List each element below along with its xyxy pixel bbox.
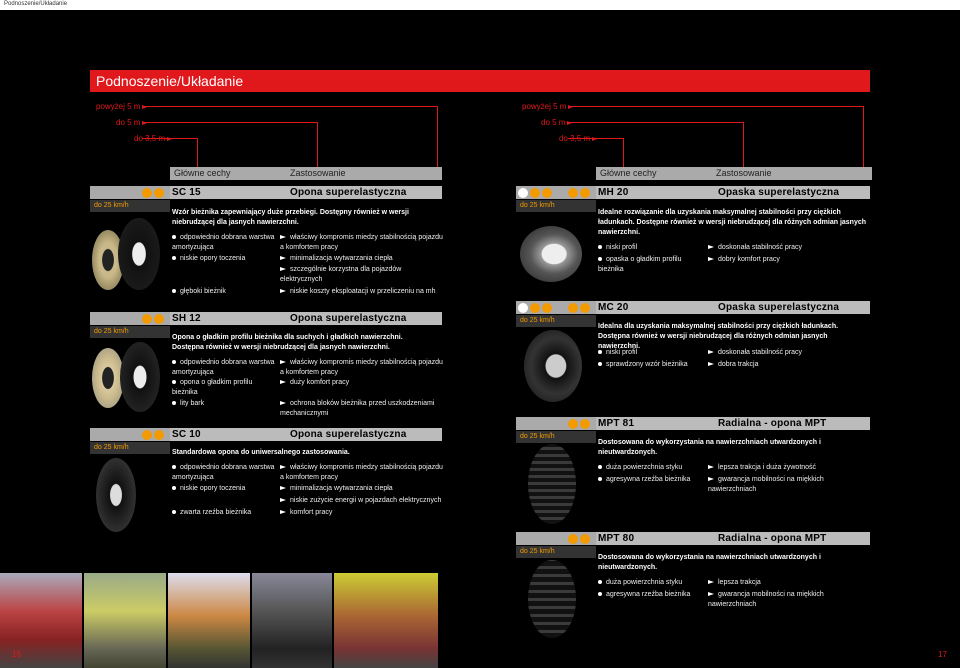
feature-mc20-2: sprawdzony wzór bieżnika <box>598 360 702 370</box>
document-header: Podnoszenie/Układanie <box>0 0 960 10</box>
feature-sc15-3: głęboki bieżnik <box>172 287 280 297</box>
height-label-right-2: do 5 m <box>541 118 572 127</box>
benefit-sc10-4: komfort pracy <box>280 508 448 518</box>
speed-mpt80: do 25 km/h <box>516 546 596 558</box>
feature-sc15-1: odpowiednio dobrana warstwa amortyzująca <box>172 234 275 251</box>
feature-mc20-1: niski profil <box>598 348 702 358</box>
height-label-2: do 5 m <box>116 118 147 127</box>
feature-sc10-2: niskie opory toczenia <box>172 484 280 494</box>
height-label-right-3: do 3,5 m <box>559 134 597 143</box>
speed-sh12: do 25 km/h <box>90 326 170 338</box>
page-number-left: 16 <box>12 650 21 659</box>
benefit-mh20-1: doskonała stabilność pracy <box>708 243 868 253</box>
product-bar-sc15: SC 15 Opona superelastyczna <box>90 186 442 199</box>
benefit-sh12-2: duży komfort pracy <box>280 378 448 388</box>
feature-sh12-2: opona o gładkim profilu bieżnika <box>172 379 253 396</box>
product-bar-sh12: SH 12 Opona superelastyczna <box>90 312 442 325</box>
desc-sc15: Wzór bieżnika zapewniający duże przebiegi. Dostępny również w wersji niebrudzącej dla jasnych nawierzchni. <box>172 209 409 226</box>
column-main-features-right: Główne cechy <box>600 168 657 178</box>
column-header-right <box>596 167 872 180</box>
product-bar-mpt80: MPT 80 Radialna - opona MPT <box>516 532 870 545</box>
tire-image-sc10 <box>96 458 136 532</box>
feature-mpt80-1: duża powierzchnia styku <box>598 578 706 588</box>
desc-mpt81: Dostosowana do wykorzystania na nawierzchniach utwardzonych i nieutwardzonych. <box>598 439 821 456</box>
feature-sc10-1: odpowiednio dobrana warstwa amortyzująca <box>172 464 275 481</box>
benefit-sc10-2: minimalizacja wytwarzania ciepła <box>280 484 448 494</box>
benefit-mpt81-2: gwarancja mobilności na miękkich nawierzchniach <box>708 476 824 493</box>
benefit-mpt81-1: lepsza trakcja i duża żywotność <box>708 463 868 473</box>
benefit-sh12-3: ochrona bloków bieżnika przed uszkodzeniami mechanicznymi <box>280 400 435 417</box>
desc-mpt80: Dostosowana do wykorzystania na nawierzchniach utwardzonych i nieutwardzonych. <box>598 554 821 571</box>
product-bar-mc20: MC 20 Opaska superelastyczna <box>516 301 870 314</box>
speed-sc10: do 25 km/h <box>90 442 170 454</box>
feature-sc15-2: niskie opory toczenia <box>172 254 280 264</box>
benefit-mh20-2: dobry komfort pracy <box>708 255 868 265</box>
desc-sc10: Standardowa opona do uniwersalnego zastosowania. <box>172 449 350 456</box>
tire-image-mpt80 <box>528 560 576 638</box>
benefit-sc10-1: właściwy kompromis miedzy stabilnością pojazdu a komfortem pracy <box>280 464 443 481</box>
benefit-sc15-1: właściwy kompromis miedzy stabilnością pojazdu a komfortem pracy <box>280 234 443 251</box>
column-header-left <box>170 167 442 180</box>
desc-mh20: Idealne rozwiązanie dla uzyskania maksymalnej stabilności przy ciężkich ładunkach. Dostępne również w wersji niebrudzącej dla różnych odmian jasnych nawierzchni. <box>598 209 867 236</box>
page-title: Podnoszenie/Układanie <box>90 70 870 92</box>
benefit-mc20-1: doskonała stabilność pracy <box>708 348 868 358</box>
speed-mh20: do 25 km/h <box>516 200 596 212</box>
column-usage-right: Zastosowanie <box>716 168 772 178</box>
benefit-sh12-1: właściwy kompromis miedzy stabilnością pojazdu a komfortem pracy <box>280 359 443 376</box>
product-bar-sc10: SC 10 Opona superelastyczna <box>90 428 442 441</box>
desc-sh12: Opona o gładkim profilu bieżnika dla suchych i gładkich nawierzchni. Dostępna również w wersji niebrudzącej dla jasnych nawierzchni. <box>172 334 403 351</box>
column-main-features: Główne cechy <box>174 168 231 178</box>
desc-mc20: Idealna dla uzyskania maksymalnej stabilności przy ciężkich ładunkach. Dostępna również w wersji niebrudzącej dla różnych odmian jasnych nawierzchni. <box>598 323 839 350</box>
speed-sc15: do 25 km/h <box>90 200 170 212</box>
benefit-mpt80-1: lepsza trakcja <box>708 578 868 588</box>
tire-image-mh20 <box>520 226 582 282</box>
tire-image-mpt81 <box>528 444 576 524</box>
photo-forklift-2 <box>84 573 166 668</box>
benefit-mpt80-2: gwarancja mobilności na miękkich nawierzchniach <box>708 591 824 608</box>
page-number-right: 17 <box>938 650 947 659</box>
height-label-right-1: powyżej 5 m <box>522 102 573 111</box>
product-bar-mpt81: MPT 81 Radialna - opona MPT <box>516 417 870 430</box>
feature-mpt81-2: agresywna rzeźba bieżnika <box>598 475 706 485</box>
speed-mc20: do 25 km/h <box>516 315 596 327</box>
tire-image-sh12-black <box>120 342 160 412</box>
benefit-sc15-3: szczególnie korzystna dla pojazdów elektrycznych <box>280 266 402 283</box>
feature-mh20-1: niski profil <box>598 243 702 253</box>
feature-mpt80-2: agresywna rzeźba bieżnika <box>598 590 706 600</box>
photo-forklift-3 <box>168 573 250 668</box>
product-bar-mh20: MH 20 Opaska superelastyczna <box>516 186 870 199</box>
feature-sh12-1: odpowiednio dobrana warstwa amortyzująca <box>172 359 275 376</box>
feature-mpt81-1: duża powierzchnia styku <box>598 463 706 473</box>
height-label-1: powyżej 5 m <box>96 102 147 111</box>
speed-mpt81: do 25 km/h <box>516 431 596 443</box>
tire-image-sc15-black <box>118 218 160 290</box>
feature-sc10-3: zwarta rzeźba bieżnika <box>172 508 280 518</box>
benefit-mc20-2: dobra trakcja <box>708 360 868 370</box>
feature-mh20-2: opaska o gładkim profilu bieżnika <box>598 256 682 273</box>
column-usage: Zastosowanie <box>290 168 346 178</box>
photo-forklift-4 <box>252 573 332 668</box>
photo-forklift-5 <box>334 573 438 668</box>
height-label-3: do 3,5 m <box>134 134 172 143</box>
feature-sh12-3: lity bark <box>172 399 280 409</box>
tire-image-mc20 <box>524 330 582 402</box>
benefit-sc15-4: niskie koszty eksploatacji w przeliczeniu na mh <box>280 287 448 297</box>
benefit-sc10-3: niskie zużycie energii w pojazdach elektrycznych <box>280 496 450 506</box>
benefit-sc15-2: minimalizacja wytwarzania ciepła <box>280 254 448 264</box>
